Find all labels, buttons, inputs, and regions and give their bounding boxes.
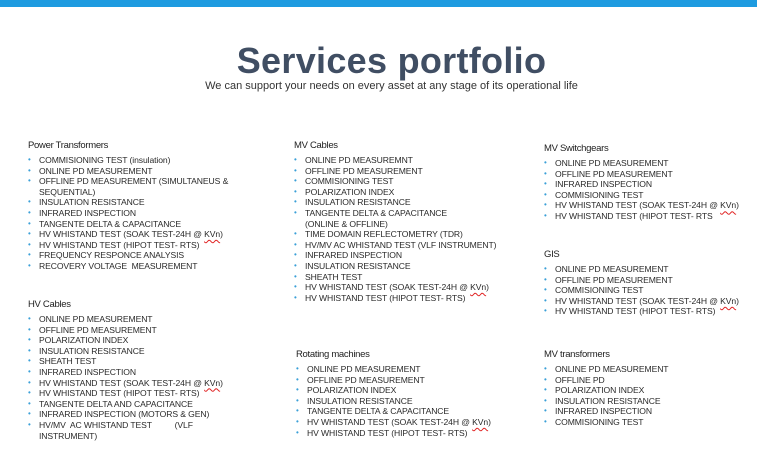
service-item: • OFFLINE PD MEASUREMENT	[296, 375, 536, 386]
service-item: • HV WHISTAND TEST (SOAK TEST-24H @ KVn)	[544, 200, 754, 211]
service-item: • FREQUENCY RESPONCE ANALYSIS	[28, 250, 268, 261]
service-item: • INFRARED INSPECTION	[28, 208, 268, 219]
service-item: • INFRARED INSPECTION (MOTORS & GEN)	[28, 409, 268, 420]
service-item: • OFFLINE PD MEASUREMENT	[28, 325, 268, 336]
service-item: • HV WHISTAND TEST (SOAK TEST-24H @ KVn)	[294, 282, 534, 293]
service-item: • HV WHISTAND TEST (SOAK TEST-24H @ KVn)	[296, 417, 536, 428]
service-list	[294, 155, 534, 303]
section-mv-switchgears	[544, 143, 754, 222]
service-item: • ONLINE PD MEASUREMENT	[544, 364, 754, 375]
section-rotating-machines	[296, 349, 536, 438]
service-item: • ONLINE PD MEASUREMENT	[28, 314, 268, 325]
service-item: • HV WHISTAND TEST (HIPOT TEST- RTS	[544, 211, 754, 222]
service-item: • COMMISIONING TEST	[544, 285, 754, 296]
service-item: • COMMISIONING TEST	[294, 176, 534, 187]
service-item: • INFRARED INSPECTION	[28, 367, 268, 378]
section-heading: Rotating machines	[296, 349, 370, 360]
service-item: • OFFLINE PD MEASUREMENT	[294, 166, 534, 177]
service-item: • RECOVERY VOLTAGE MEASUREMENT	[28, 261, 268, 272]
section-mv-transformers	[544, 349, 754, 428]
service-list	[296, 364, 536, 438]
service-item: • INSULATION RESISTANCE	[294, 261, 534, 272]
service-item: • OFFLINE PD MEASUREMENT	[544, 169, 754, 180]
service-item: • INFRARED INSPECTION	[544, 179, 754, 190]
service-list	[544, 264, 754, 317]
service-item: • HV WHISTAND TEST (HIPOT TEST- RTS)	[28, 240, 268, 251]
section-heading: MV transformers	[544, 349, 610, 360]
service-item: • ONLINE PD MEASUREMENT	[544, 264, 754, 275]
service-item: • ONLINE PD MEASUREMENT	[28, 166, 268, 177]
service-item: • HV WHISTAND TEST (SOAK TEST-24H @ KVn)	[544, 296, 754, 307]
section-hv-cables	[28, 299, 268, 441]
section-gis	[544, 249, 754, 317]
service-item: • HV/MV AC WHISTAND TEST (VLF INSTRUMENT)	[28, 420, 268, 441]
page-subtitle: We can support your needs on every asset at any stage of its operational life	[205, 80, 578, 92]
service-item: • HV WHISTAND TEST (HIPOT TEST- RTS)	[294, 293, 534, 304]
service-item: • HV WHISTAND TEST (HIPOT TEST- RTS)	[28, 388, 268, 399]
service-list	[544, 364, 754, 428]
service-list	[28, 314, 268, 441]
service-item: • HV WHISTAND TEST (SOAK TEST-24H @ KVn)	[28, 378, 268, 389]
service-item: • SHEATH TEST	[294, 272, 534, 283]
service-item: • SHEATH TEST	[28, 356, 268, 367]
service-list	[28, 155, 268, 272]
service-item: • TANGENTE DELTA & CAPACITANCE	[296, 406, 536, 417]
top-accent-bar	[0, 0, 757, 7]
service-item: • OFFLINE PD MEASUREMENT	[544, 275, 754, 286]
service-item: • HV WHISTAND TEST (HIPOT TEST- RTS)	[296, 428, 536, 439]
page-title: Services portfolio	[236, 40, 547, 81]
service-item: • INSULATION RESISTANCE	[296, 396, 536, 407]
service-item: • INSULATION RESISTANCE	[544, 396, 754, 407]
service-item: • INSULATION RESISTANCE	[294, 197, 534, 208]
service-item: • COMMISIONING TEST	[544, 417, 754, 428]
service-item: • INSULATION RESISTANCE	[28, 346, 268, 357]
service-item: • TIME DOMAIN REFLECTOMETRY (TDR)	[294, 229, 534, 240]
service-item: • ONLINE PD MEASUREMENT	[544, 158, 754, 169]
service-list	[544, 158, 754, 222]
section-heading: MV Switchgears	[544, 143, 609, 154]
service-item: • TANGENTE DELTA & CAPACITANCE (ONLINE & OFFLINE)	[294, 208, 534, 229]
section-heading: HV Cables	[28, 299, 71, 310]
service-item: • COMMISIONING TEST (insulation)	[28, 155, 268, 166]
section-heading: MV Cables	[294, 140, 338, 151]
service-item: • ONLINE PD MEASUREMENT	[296, 364, 536, 375]
service-item: • TANGENTE DELTA AND CAPACITANCE	[28, 399, 268, 410]
service-item: • POLARIZATION INDEX	[296, 385, 536, 396]
service-item: • ONLINE PD MEASUREMNT	[294, 155, 534, 166]
section-heading: Power Transformers	[28, 140, 109, 151]
service-item: • HV/MV AC WHISTAND TEST (VLF INSTRUMENT)	[294, 240, 534, 251]
section-heading: GIS	[544, 249, 560, 260]
service-item: • HV WHISTAND TEST (HIPOT TEST- RTS)	[544, 306, 754, 317]
section-power-transformers	[28, 140, 268, 272]
service-item: • INFRARED INSPECTION	[294, 250, 534, 261]
service-item: • OFFLINE PD	[544, 375, 754, 386]
service-item: • COMMISIONING TEST	[544, 190, 754, 201]
service-item: • POLARIZATION INDEX	[544, 385, 754, 396]
service-item: • INFRARED INSPECTION	[544, 406, 754, 417]
service-item: • TANGENTE DELTA & CAPACITANCE	[28, 219, 268, 230]
service-item: • OFFLINE PD MEASUREMENT (SIMULTANEUS & SEQUENTIAL)	[28, 176, 268, 197]
service-item: • INSULATION RESISTANCE	[28, 197, 268, 208]
section-mv-cables	[294, 140, 534, 303]
service-item: • POLARIZATION INDEX	[294, 187, 534, 198]
service-item: • POLARIZATION INDEX	[28, 335, 268, 346]
service-item: • HV WHISTAND TEST (SOAK TEST-24H @ KVn)	[28, 229, 268, 240]
